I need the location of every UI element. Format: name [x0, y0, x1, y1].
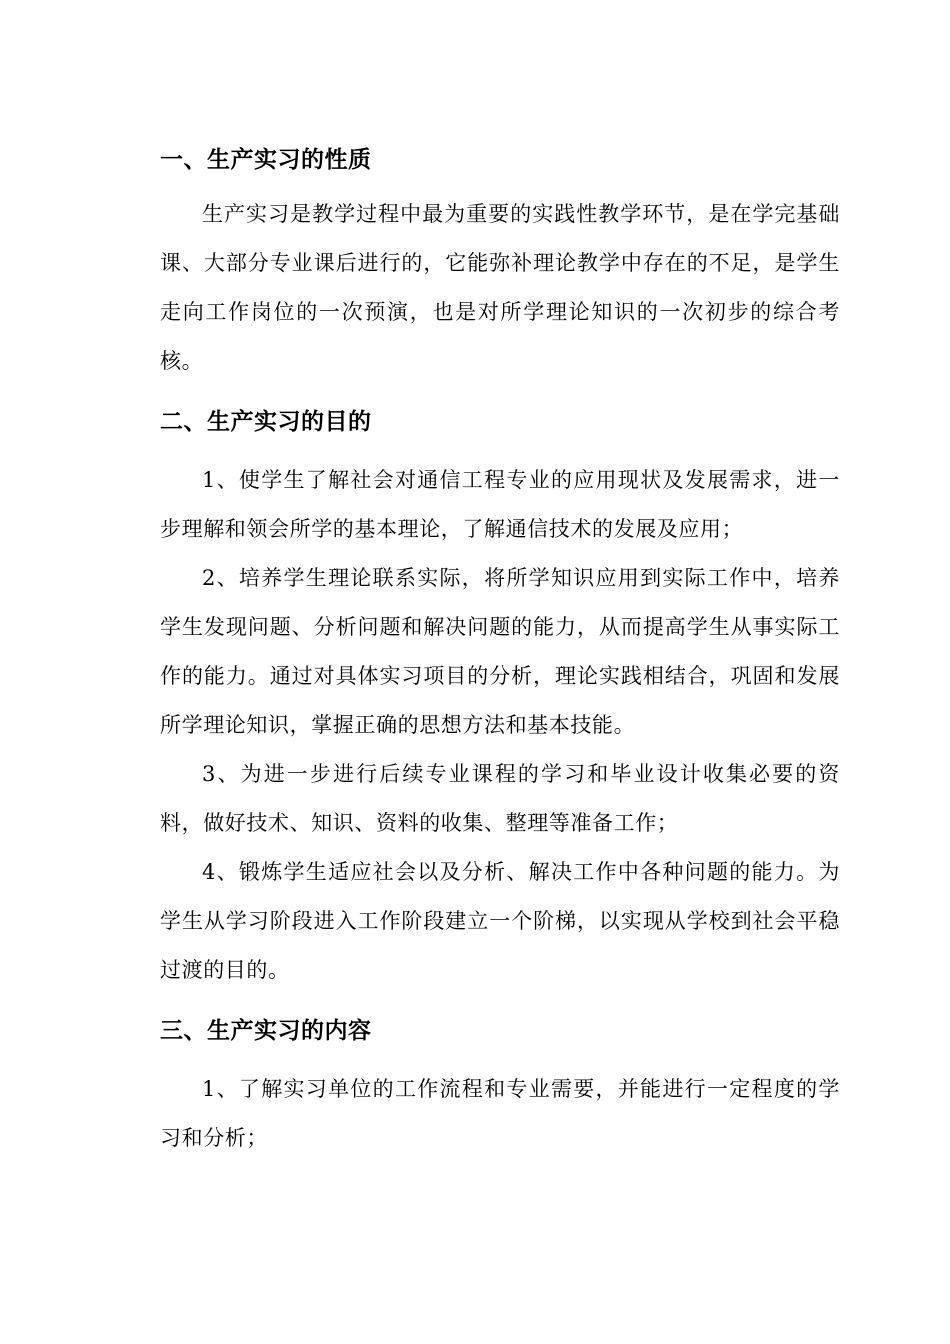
section-heading-content: 三、生产实习的内容: [160, 1018, 372, 1044]
section-heading-purpose: 二、生产实习的目的: [160, 409, 372, 435]
paragraph-nature: 生产实习是教学过程中最为重要的实践性教学环节，是在学完基础课、大部分专业课后进行的，它能弥补理论教学中存在的不足，是学生走向工作岗位的一次预演，也是对所学理论知识的一次初步的综合考核。: [160, 202, 840, 373]
paragraph-purpose-2: 2、培养学生理论联系实际，将所学知识应用到实际工作中，培养学生发现问题、分析问题和解决问题的能力，从而提高学生从事实际工作的能力。通过对具体实习项目的分析，理论实践相结合，巩固和发展所学理论知识，掌握正确的思想方法和基本技能。: [160, 566, 840, 737]
section-heading-nature: 一、生产实习的性质: [160, 147, 372, 173]
paragraph-purpose-1: 1、使学生了解社会对通信工程专业的应用现状及发展需求，进一步理解和领会所学的基本理论，了解通信技术的发展及应用；: [160, 468, 840, 541]
document-page: [160, 140, 840, 1163]
paragraph-purpose-4: 4、锻炼学生适应社会以及分析、解决工作中各种问题的能力。为学生从学习阶段进入工作阶段建立一个阶梯，以实现从学校到社会平稳过渡的目的。: [160, 860, 840, 982]
paragraph-content-1: 1、了解实习单位的工作流程和专业需要，并能进行一定程度的学习和分析；: [160, 1077, 840, 1150]
paragraph-purpose-3: 3、为进一步进行后续专业课程的学习和毕业设计收集必要的资料，做好技术、知识、资料的收集、整理等准备工作；: [160, 762, 840, 835]
